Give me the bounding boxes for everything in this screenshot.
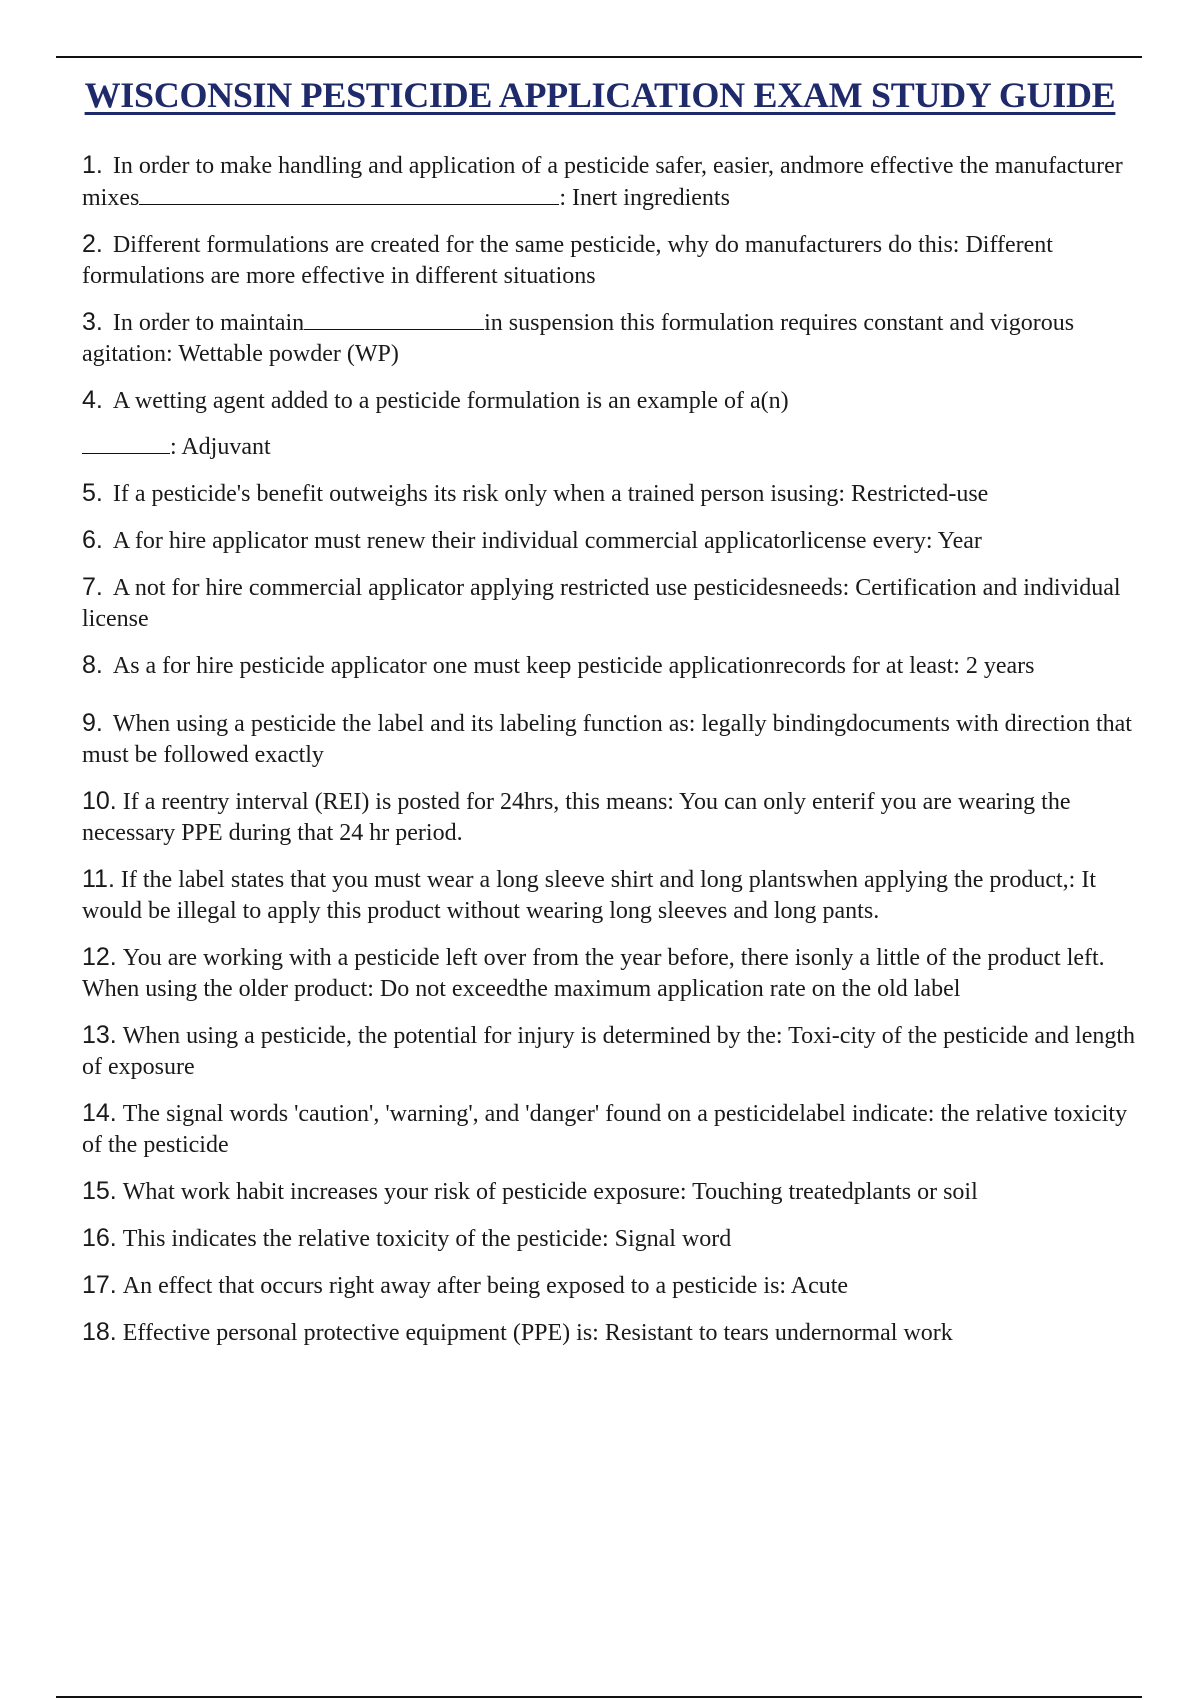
question-text: You are working with a pesticide left over from the year before, there isonly a little of the product left. When using the older product: Do not exceedthe maximum application rate on the old label xyxy=(82,945,1105,1002)
question-number: 12. xyxy=(82,943,117,971)
question-14 xyxy=(82,1098,1152,1161)
question-text: Effective personal protective equipment (PPE) is: Resistant to tears undernormal work xyxy=(122,1320,953,1346)
question-16 xyxy=(82,1223,1152,1255)
question-number: 18. xyxy=(82,1318,117,1346)
question-text: This indicates the relative toxicity of the pesticide: Signal word xyxy=(122,1226,732,1252)
question-text: A not for hire commercial applicator applying restricted use pesticidesneeds: Certification and individual license xyxy=(82,575,1121,632)
question-number: 16. xyxy=(82,1224,117,1252)
question-6 xyxy=(82,525,1152,557)
question-text: A for hire applicator must renew their individual commercial applicatorlicense every: Year xyxy=(112,528,982,554)
question-text: When using a pesticide, the potential for injury is determined by the: Toxi-city of the pesticide and length of exposure xyxy=(82,1023,1136,1080)
question-text: If a reentry interval (REI) is posted for 24hrs, this means: You can only enterif you are wearing the necessary PPE during that 24 hr period. xyxy=(82,789,1071,846)
question-2 xyxy=(82,229,1152,292)
question-list xyxy=(82,150,1152,1364)
question-number: 10. xyxy=(82,787,117,815)
question-number: 6. xyxy=(82,526,103,554)
question-number: 1. xyxy=(82,151,103,179)
answer-blank xyxy=(82,431,170,454)
question-text: In order to make handling and application of a pesticide safer, easier, andmore effective the manufacturer mixes xyxy=(82,153,1123,211)
question-number: 17. xyxy=(82,1271,117,1299)
answer-blank xyxy=(304,307,484,330)
answer-line xyxy=(82,431,1152,463)
answer-blank xyxy=(139,182,559,205)
question-number: 7. xyxy=(82,573,103,601)
question-text: If a pesticide's benefit outweighs its risk only when a trained person isusing: Restricted-use xyxy=(112,481,989,507)
question-15 xyxy=(82,1176,1152,1208)
question-13 xyxy=(82,1020,1152,1083)
question-number: 4. xyxy=(82,386,103,414)
question-number: 5. xyxy=(82,479,103,507)
question-3 xyxy=(82,307,1152,370)
question-9 xyxy=(82,708,1152,771)
question-text: The signal words 'caution', 'warning', and 'danger' found on a pesticidelabel indicate: the relative toxicity of the pesticide xyxy=(82,1101,1128,1158)
question-text: A wetting agent added to a pesticide formulation is an example of a(n) xyxy=(112,388,789,414)
question-text: In order to maintain xyxy=(112,310,305,336)
question-number: 2. xyxy=(82,230,103,258)
question-10 xyxy=(82,786,1152,849)
question-number: 14. xyxy=(82,1099,117,1127)
question-number: 13. xyxy=(82,1021,117,1049)
question-17 xyxy=(82,1270,1152,1302)
question-number: 15. xyxy=(82,1177,117,1205)
bottom-divider xyxy=(56,1696,1142,1698)
answer-text: : Adjuvant xyxy=(170,434,271,460)
question-number: 11. xyxy=(82,865,115,893)
question-text: As a for hire pesticide applicator one must keep pesticide applicationrecords for at least: 2 years xyxy=(112,653,1035,679)
question-text: Different formulations are created for the same pesticide, why do manufacturers do this: Different formulations are more effective in different situations xyxy=(82,232,1053,289)
question-number: 8. xyxy=(82,651,103,679)
document-title: WISCONSIN PESTICIDE APPLICATION EXAM STUDY GUIDE xyxy=(84,75,1116,115)
question-text: When using a pesticide the label and its labeling function as: legally bindingdocuments with direction that must be followed exactly xyxy=(82,711,1132,768)
question-12 xyxy=(82,942,1152,1005)
question-5 xyxy=(82,478,1152,510)
question-1 xyxy=(82,150,1152,214)
question-7 xyxy=(82,572,1152,635)
question-text: What work habit increases your risk of pesticide exposure: Touching treatedplants or soil xyxy=(122,1179,978,1205)
question-text: If the label states that you must wear a long sleeve shirt and long plantswhen applying the product,: It would be illegal to apply this product without wearing long sleeves and long pants. xyxy=(82,867,1096,924)
question-text: An effect that occurs right away after being exposed to a pesticide is: Acute xyxy=(122,1273,849,1299)
question-8 xyxy=(82,650,1152,682)
question-4 xyxy=(82,385,1152,463)
question-number: 3. xyxy=(82,308,103,336)
answer-text: : Inert ingredients xyxy=(559,185,730,211)
question-11 xyxy=(82,864,1152,927)
top-divider xyxy=(56,56,1142,58)
answer-text: in suspension this formulation requires constant and vigorous agitation: Wettable powder (WP) xyxy=(82,310,1075,367)
question-number: 9. xyxy=(82,709,103,737)
question-18 xyxy=(82,1317,1152,1349)
